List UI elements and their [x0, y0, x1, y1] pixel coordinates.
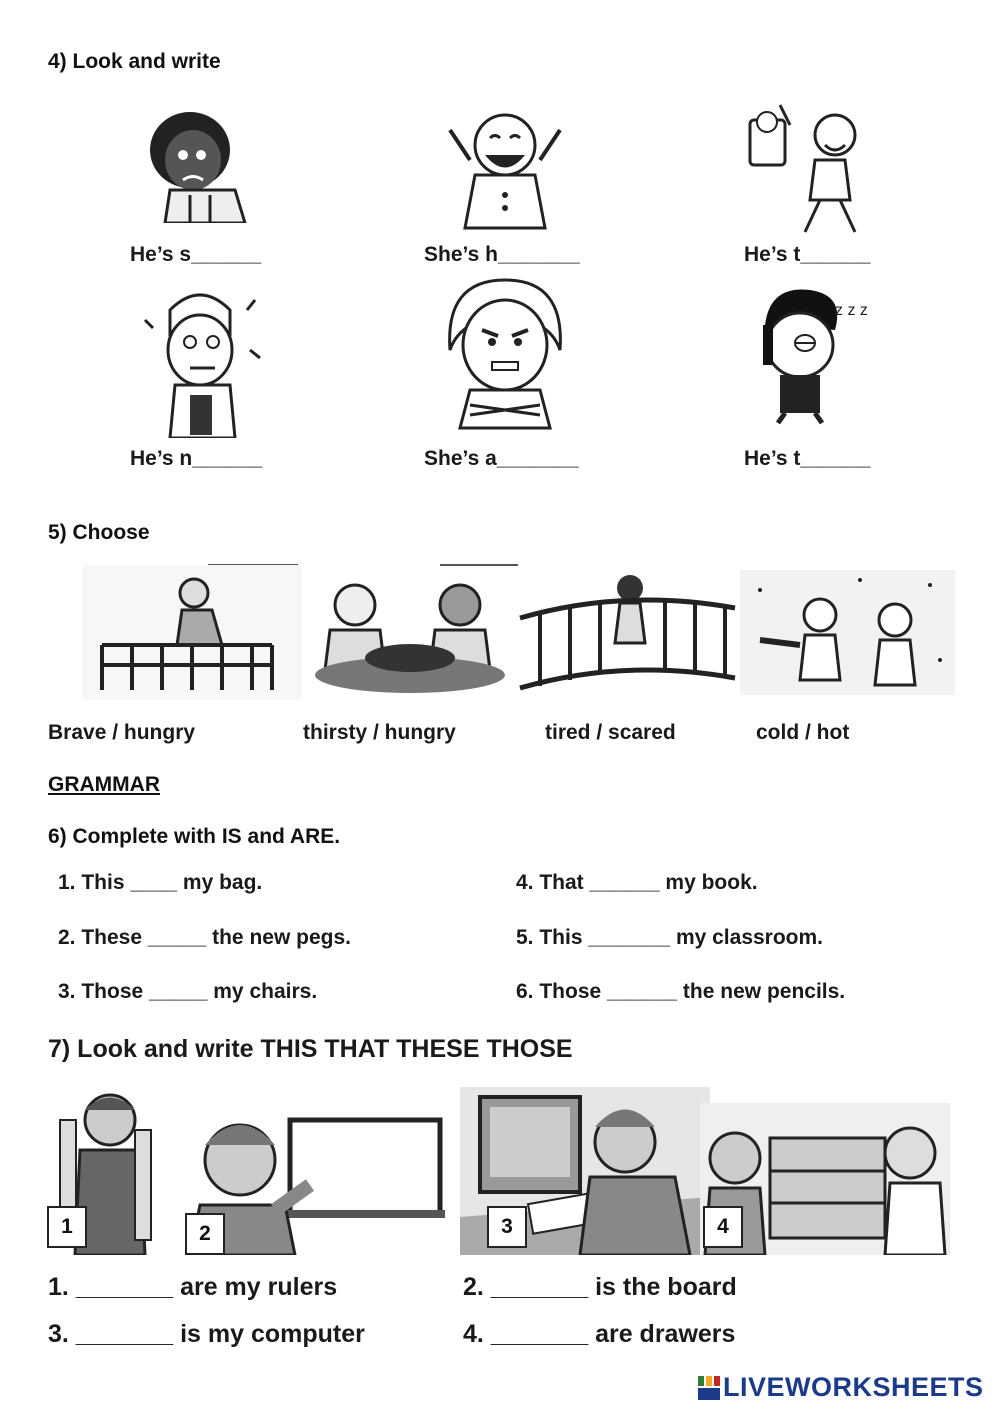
- label-sad: He’s s______: [130, 243, 262, 266]
- sad-boy-picture: [135, 105, 270, 223]
- section-6-title: 6) Complete with IS and ARE.: [48, 825, 341, 848]
- item-7-4: 4. _______ are drawers: [463, 1320, 736, 1348]
- number-box-2: 2: [185, 1213, 225, 1255]
- item-7-3: 3. _______ is my computer: [48, 1320, 365, 1348]
- choose-picture-3: [515, 568, 740, 700]
- choose-picture-2: [305, 570, 515, 700]
- number-box-3: 3: [487, 1206, 527, 1248]
- option-1: Brave / hungry: [48, 721, 196, 744]
- item-6-1: 1. This ____ my bag.: [58, 871, 263, 894]
- item-7-1: 1. _______ are my rulers: [48, 1273, 338, 1301]
- label-happy: She’s h_______: [424, 243, 580, 266]
- nervous-boy-picture: [135, 280, 270, 438]
- label-thirsty: He’s t______: [744, 243, 871, 266]
- option-3: tired / scared: [545, 721, 676, 744]
- label-tired: He’s t______: [744, 447, 871, 470]
- choose-picture-4: [740, 570, 955, 695]
- section-5-title: 5) Choose: [48, 521, 150, 544]
- number-box-1: 1: [47, 1206, 87, 1248]
- item-6-5: 5. This _______ my classroom.: [516, 926, 824, 949]
- section-7-title: 7) Look and write THIS THAT THESE THOSE: [48, 1035, 573, 1063]
- label-nervous: He’s n______: [130, 447, 263, 470]
- item-6-6: 6. Those ______ the new pencils.: [516, 980, 846, 1003]
- label-angry: She’s a_______: [424, 447, 579, 470]
- liveworksheets-logo: [698, 1372, 984, 1403]
- logo-icon: [698, 1376, 720, 1400]
- boy-with-board-picture: [185, 1090, 465, 1255]
- tired-boy-picture: [750, 285, 880, 425]
- number-box-4: 4: [703, 1206, 743, 1248]
- happy-girl-picture: [440, 100, 570, 230]
- item-6-2: 2. These _____ the new pegs.: [58, 926, 351, 949]
- item-7-2: 2. _______ is the board: [463, 1273, 737, 1301]
- choose-picture-1: [82, 565, 302, 700]
- item-6-4: 4. That ______ my book.: [516, 871, 758, 894]
- svg-text:z z z: z z z: [835, 302, 868, 319]
- section-4-title: 4) Look and write: [48, 50, 221, 73]
- option-4: cold / hot: [756, 721, 850, 744]
- angry-girl-picture: [430, 270, 580, 430]
- grammar-heading: GRAMMAR: [48, 773, 160, 796]
- option-2: thirsty / hungry: [303, 721, 456, 744]
- thirsty-boy-picture: [740, 100, 880, 235]
- brand-text: LIVEWORKSHEETS: [723, 1372, 984, 1402]
- item-6-3: 3. Those _____ my chairs.: [58, 980, 318, 1003]
- faint-line: [440, 564, 518, 566]
